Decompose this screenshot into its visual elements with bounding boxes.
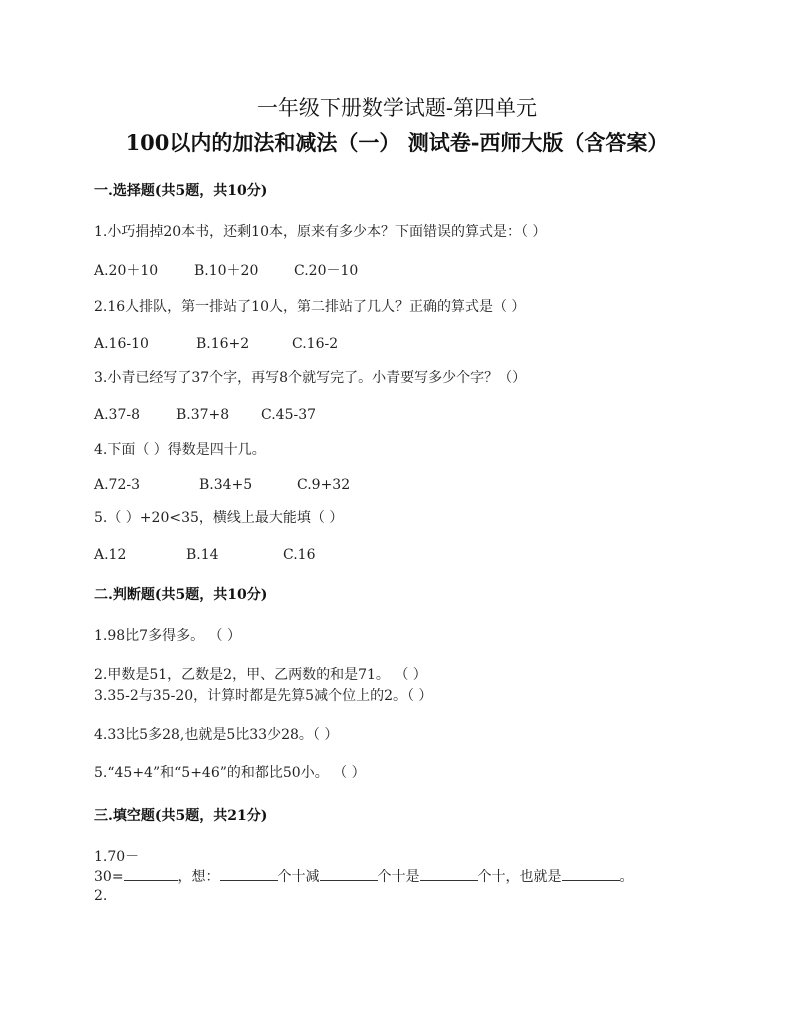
option-a: A.72-3 [94, 477, 141, 493]
fill-question-2-label: 2. [94, 888, 108, 904]
question-text: 1.小巧捐掉20本书，还剩10本，原来有多少本？下面错误的算式是：（ ） [94, 224, 547, 240]
answer-blank[interactable] [320, 866, 378, 881]
judgment-item: 5.“45+4”和“5+46”的和都比50小。 （ ） [94, 765, 366, 781]
fill-question-1-body [94, 866, 634, 886]
answer-blank[interactable] [562, 866, 620, 881]
fill-question-1-start: 1.70－ [94, 849, 140, 865]
fill-text: 。 [619, 869, 634, 885]
question-text: 3.小青已经写了37个字，再写8个就写完了。小青要写多少个字？（） [94, 370, 527, 386]
answer-blank[interactable] [220, 866, 278, 881]
question-text: 4.下面（ ）得数是四十几。 [94, 442, 266, 458]
section-heading-judgment: 二.判断题(共5题，共10分) [94, 587, 268, 603]
fill-text: 个十，也就是 [477, 869, 562, 885]
section-heading-fill-in: 三.填空题(共5题，共21分) [94, 808, 268, 824]
option-b: B.14 [186, 547, 219, 563]
option-b: B.37+8 [176, 407, 230, 423]
option-c: C.16-2 [292, 336, 339, 352]
option-c: C.9+32 [297, 477, 351, 493]
fill-text: ，想： [177, 869, 220, 885]
option-a: A.20＋10 [94, 263, 159, 279]
option-c: C.16 [283, 547, 316, 563]
option-c: C.45-37 [261, 407, 317, 423]
section-heading-choice: 一.选择题(共5题，共10分) [94, 183, 268, 199]
option-a: A.12 [94, 547, 127, 563]
option-a: A.37-8 [94, 407, 141, 423]
option-b: B.10＋20 [194, 263, 259, 279]
fill-text: 个十减 [277, 869, 320, 885]
question-text: 2.16人排队，第一排站了10人，第二排站了几人？正确的算式是（ ） [94, 299, 526, 315]
title-line-2: 100以内的加法和减法（一） 测试卷-西师大版（含答案） [125, 130, 669, 155]
option-a: A.16-10 [94, 336, 149, 352]
fill-text: 30= [94, 869, 124, 885]
option-b: B.34+5 [199, 477, 253, 493]
judgment-item: 4.33比5多28,也就是5比33少28。（ ） [94, 727, 339, 743]
title-line-1: 一年级下册数学试题-第四单元 [256, 96, 538, 120]
option-c: C.20－10 [294, 263, 359, 279]
answer-blank[interactable] [124, 866, 178, 881]
fill-text: 个十是 [377, 869, 420, 885]
answer-blank[interactable] [420, 866, 478, 881]
question-text: 5.（ ）+20<35，横线上最大能填（ ） [94, 510, 344, 526]
judgment-item: 1.98比7多得多。 （ ） [94, 628, 241, 644]
judgment-item: 3.35-2与35-20，计算时都是先算5减个位上的2。（ ） [94, 688, 433, 704]
judgment-item: 2.甲数是51，乙数是2，甲、乙两数的和是71。 （ ） [94, 667, 427, 683]
option-b: B.16+2 [196, 336, 250, 352]
